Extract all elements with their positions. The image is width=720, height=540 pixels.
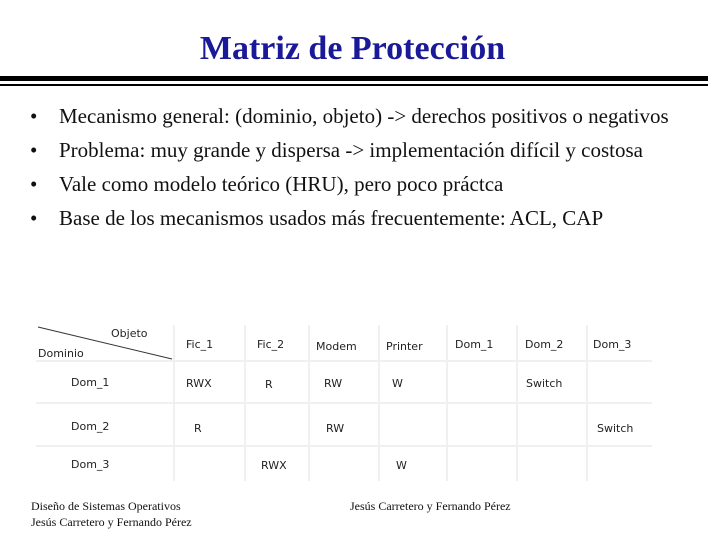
bullet-glyph: • bbox=[30, 172, 38, 196]
corner-label-object: Objeto bbox=[111, 327, 148, 340]
bullet-glyph: • bbox=[30, 138, 38, 162]
bullet-item bbox=[30, 205, 690, 231]
grid-line bbox=[36, 445, 652, 447]
title-rule-thin bbox=[0, 84, 708, 86]
column-header: Modem bbox=[316, 340, 357, 353]
slide-title: Matriz de Protección bbox=[199, 30, 506, 67]
footer-authors: Jesús Carretero y Fernando Pérez bbox=[31, 515, 192, 529]
corner-label-domain: Dominio bbox=[38, 347, 84, 360]
bullet-text: Mecanismo general: (dominio, objeto) -> derechos positivos o negativos bbox=[59, 104, 669, 128]
bullet-glyph: • bbox=[30, 206, 38, 230]
column-header: Fic_1 bbox=[186, 338, 214, 351]
bullet-item bbox=[30, 103, 690, 129]
column-header: Printer bbox=[386, 340, 423, 353]
bullet-text: Problema: muy grande y dispersa -> implementación difícil y costosa bbox=[59, 138, 643, 162]
column-header: Dom_1 bbox=[455, 338, 494, 351]
footer-course bbox=[31, 498, 192, 530]
bullet-glyph: • bbox=[30, 104, 38, 128]
matrix-cell: R bbox=[265, 378, 273, 391]
matrix-cell: R bbox=[194, 422, 202, 435]
column-header: Fic_2 bbox=[257, 338, 285, 351]
row-label: Dom_2 bbox=[71, 420, 110, 433]
matrix-cell: W bbox=[396, 459, 407, 472]
bullet-text: Vale como modelo teórico (HRU), pero poco práctca bbox=[59, 172, 504, 196]
title-rule-thick bbox=[0, 76, 708, 81]
column-header: Dom_2 bbox=[525, 338, 564, 351]
matrix-cell: Switch bbox=[597, 422, 634, 435]
bullet-list bbox=[30, 103, 690, 239]
bullet-text: Base de los mecanismos usados más frecuentemente: ACL, CAP bbox=[59, 206, 604, 230]
footer-center-authors: Jesús Carretero y Fernando Pérez bbox=[350, 499, 511, 513]
bullet-item bbox=[30, 137, 690, 163]
bullet-item bbox=[30, 171, 690, 197]
matrix-cell: RW bbox=[324, 377, 343, 390]
protection-matrix bbox=[36, 325, 652, 481]
matrix-cell: RWX bbox=[186, 377, 212, 390]
footer-course-title: Diseño de Sistemas Operativos bbox=[31, 499, 181, 513]
matrix-cell: RW bbox=[326, 422, 345, 435]
matrix-cell: Switch bbox=[526, 377, 563, 390]
row-label: Dom_3 bbox=[71, 458, 110, 471]
row-label: Dom_1 bbox=[71, 376, 110, 389]
matrix-cell: RWX bbox=[261, 459, 287, 472]
grid-line bbox=[36, 402, 652, 404]
column-header: Dom_3 bbox=[593, 338, 632, 351]
matrix-cell: W bbox=[392, 377, 403, 390]
